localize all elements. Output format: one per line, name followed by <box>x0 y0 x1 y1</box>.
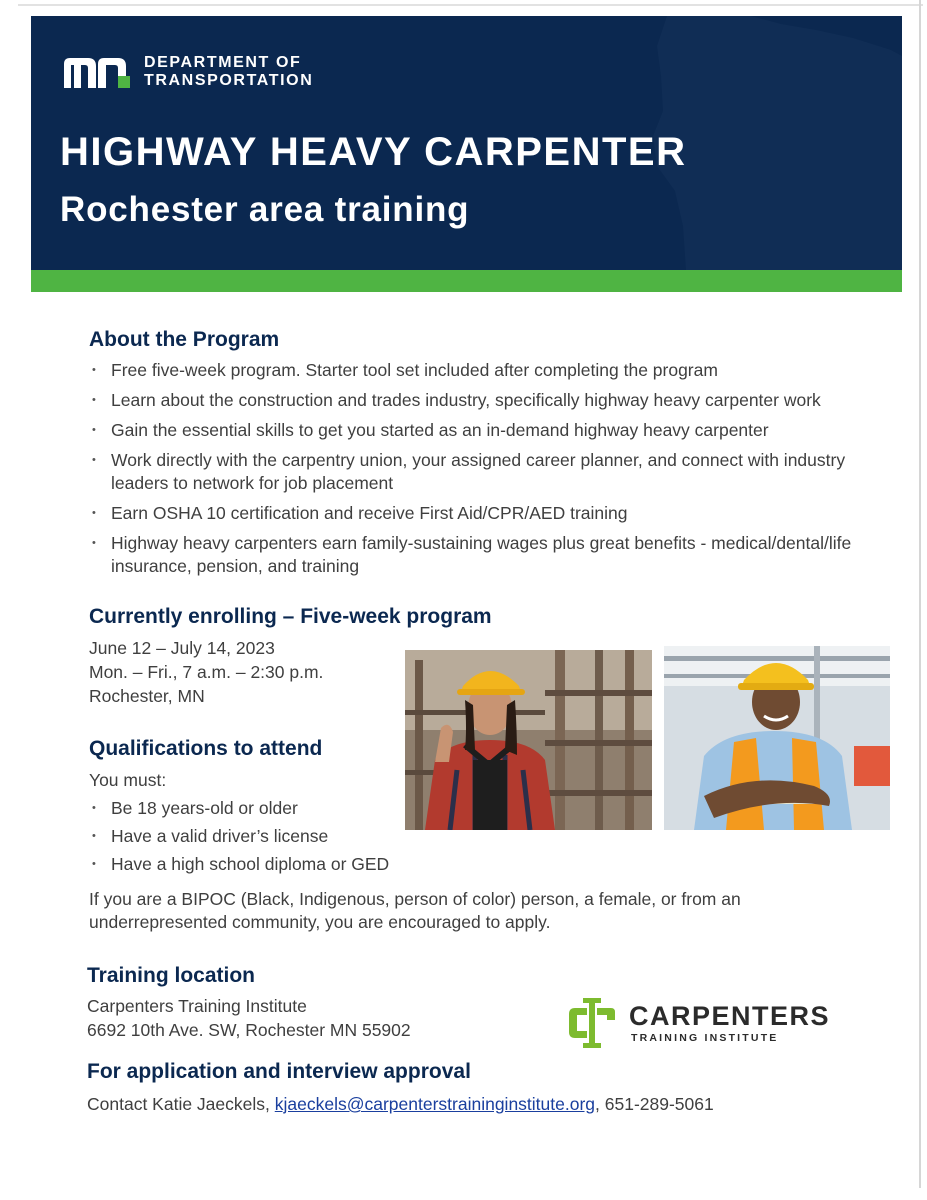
program-dates: June 12 – July 14, 2023 <box>89 638 275 658</box>
qualification-item: • Have a high school diploma or GED <box>89 853 409 876</box>
page-subtitle: Rochester area training <box>60 190 470 229</box>
department-line-2: TRANSPORTATION <box>144 72 314 89</box>
mn-logo-icon <box>62 54 134 90</box>
enrolling-heading: Currently enrolling – Five-week program <box>89 605 492 628</box>
ct-logo-name: CARPENTERS <box>629 1001 831 1031</box>
photo-male-worker <box>664 646 890 830</box>
qualification-item: • Be 18 years-old or older <box>89 797 409 820</box>
location-address: 6692 10th Ave. SW, Rochester MN 55902 <box>87 1020 411 1040</box>
ct-logo-icon <box>567 998 617 1048</box>
header-accent-bar <box>31 270 902 292</box>
about-item: • Highway heavy carpenters earn family-sustaining wages plus great benefits - medical/dental/life insurance, pension, and training <box>89 532 899 578</box>
contact-heading: For application and interview approval <box>87 1060 471 1083</box>
qualifications-intro: You must: <box>89 770 167 790</box>
contact-phone: , 651-289-5061 <box>595 1094 714 1114</box>
about-item: • Learn about the construction and trades industry, specifically highway heavy carpenter work <box>89 389 899 412</box>
carpenters-training-institute-logo <box>567 998 830 1048</box>
about-item: • Free five-week program. Starter tool set included after completing the program <box>89 359 899 382</box>
scan-border-top <box>18 4 923 6</box>
about-list <box>89 359 899 585</box>
about-item: • Gain the essential skills to get you started as an in-demand highway heavy carpenter <box>89 419 899 442</box>
page-title: HIGHWAY HEAVY CARPENTER <box>60 130 687 174</box>
qualifications-list <box>89 797 409 881</box>
about-item: • Work directly with the carpentry union, your assigned career planner, and connect with industry leaders to network for job placement <box>89 449 899 495</box>
contact-email-link[interactable]: kjaeckels@carpenterstraininginstitute.org <box>274 1094 596 1114</box>
qualifications-heading: Qualifications to attend <box>89 737 323 760</box>
about-heading: About the Program <box>89 328 280 351</box>
department-line-1: DEPARTMENT OF <box>144 54 302 71</box>
location-heading: Training location <box>87 964 256 987</box>
program-city: Rochester, MN <box>89 686 205 706</box>
scan-border-right <box>919 0 921 1188</box>
ct-logo-subtitle: TRAINING INSTITUTE <box>631 1032 779 1044</box>
encouragement-note: If you are a BIPOC (Black, Indigenous, person of color) person, a female, or from an underrepresented community, you are encouraged to apply. <box>89 889 741 932</box>
contact-line <box>87 1093 714 1116</box>
program-hours: Mon. – Fri., 7 a.m. – 2:30 p.m. <box>89 662 324 682</box>
mndot-logo <box>62 54 313 90</box>
contact-prefix: Contact Katie Jaeckels, <box>87 1094 275 1114</box>
location-name: Carpenters Training Institute <box>87 996 307 1016</box>
qualification-item: • Have a valid driver’s license <box>89 825 409 848</box>
photo-female-worker <box>405 650 652 830</box>
about-item: • Earn OSHA 10 certification and receive First Aid/CPR/AED training <box>89 502 899 525</box>
